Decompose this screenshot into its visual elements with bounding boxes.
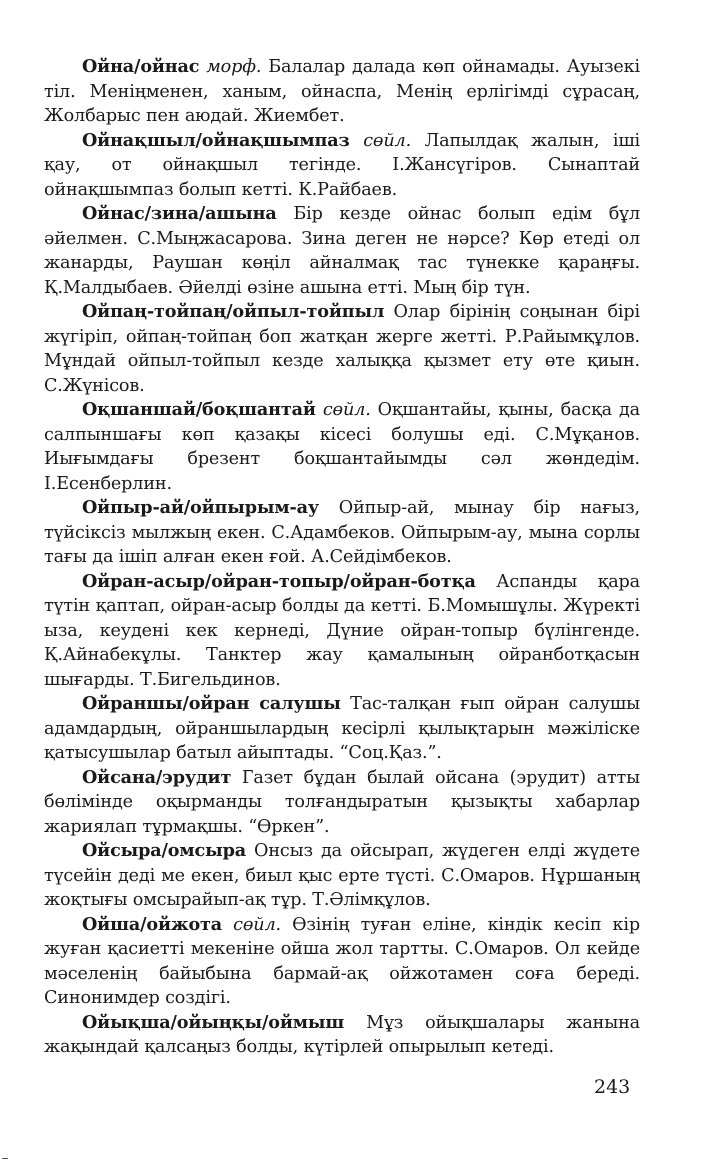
dictionary-entry [44, 839, 640, 913]
dictionary-entry [44, 129, 640, 203]
entry-headword: Ойнақшыл/ойнақшымпаз [82, 129, 350, 151]
entry-text: Мұз ойықшалары жанына жақындай қалсаңыз болды, күтірлей опырылып кетеді. [44, 1012, 640, 1057]
entry-headword: Ойран-асыр/ойран-топыр/ойран-ботқа [82, 570, 476, 592]
entry-text: Аспанды қара түтін қаптап, ойран-асыр болды да кетті. Б.Момышұлы. Жүректі ыза, кеудені кек кернеді, Дүние ойран-топыр бүлінгенде. Қ.Айнабекұлы. Танктер жау қамалының ойранботқасын шығарды. Т.Бигельдинов. [44, 571, 640, 690]
dictionary-entry [44, 913, 640, 1011]
dictionary-entry [44, 570, 640, 693]
dictionary-entry [44, 202, 640, 300]
entry-headword: Ойраншы/ойран салушы [82, 693, 341, 714]
dictionary-entry [44, 55, 640, 129]
entry-text: Тас-талқан ғып ойран салушы адамдардың, ойраншылардың кесірлі қылықтарын мәжіліске қатысушылар батыл айыптады. “Соц.Қаз.”. [44, 694, 640, 763]
entry-text: Онсыз да ойсырап, жүдеген елді жүдете түсейін деді ме екен, биыл қыс ерте түсті. С.Омаров. Нұршаның жоқтығы омсырайып-ақ тұр. Т.Әлімқұлов. [44, 841, 640, 910]
entry-headword: Ойша/ойжота [82, 913, 223, 935]
dictionary-entry [44, 1011, 640, 1060]
entry-headword: Ойпаң-тойпаң/ойпыл-тойпыл [82, 301, 385, 322]
entry-headword: Ойнас/зина/ашына [82, 203, 277, 224]
dictionary-entry [44, 300, 640, 398]
page-number: 243 [594, 1076, 631, 1098]
entry-text: Балалар далада көп ойнамады. Ауызекі тіл. Меніңменен, ханым, ойнаспа, Менің ерлігімді сұрасаң, Жолбарыс пен аюдай. Жиембет. [44, 57, 640, 126]
entry-text: Олар бірінің соңынан бірі жүгіріп, ойпаң-тойпаң боп жатқан жерге жетті. Р.Райымқұлов. Мұндай ойпыл-тойпыл кезде халыққа қызмет ету өте қиын. С.Жүнісов. [44, 302, 640, 396]
entry-text: Лапылдақ жалын, іші қау, от ойнақшыл тегінде. І.Жансүгіров. Сынаптай ойнақшымпаз болып кетті. К.Райбаев. [44, 130, 640, 200]
entry-text: Оқшантайы, қыны, басқа да салпыншағы көп қазақы кісесі болушы еді. С.Мұқанов. Иығымдағы брезент боқшантайымды сәл жөндедім. І.Есенберлин. [44, 400, 640, 494]
dictionary-entry [44, 496, 640, 570]
dictionary-entry [44, 766, 640, 840]
entry-usage-label: морф. [206, 57, 262, 77]
entry-text: Бір кезде ойнас болып едім бұл әйелмен. С.Мыңжасарова. Зина деген не нәрсе? Көр етеді ол жанарды, Раушан көңіл айналмақ тас түнекке қараңғы. Қ.Малдыбаев. Әйелді өзіне ашына етті. Мың бір түн. [44, 204, 640, 298]
entry-usage-label: сөйл. [363, 130, 412, 151]
entry-headword: Ойсыра/омсыра [82, 840, 246, 861]
entry-headword: Ойна/ойнас [82, 56, 200, 77]
entry-text: Ойпыр-ай, мынау бір нағыз, түйсіксіз мылжың екен. С.Адамбеков. Ойпырым-ау, мына сорлы тағы да ішіп алған екен ғой. А.Сейдімбеков. [44, 498, 640, 567]
scan-edge-mark [2, 1158, 8, 1159]
entry-text: Газет бұдан былай ойсана (эрудит) атты бөлімінде оқырманды толғандыратын қызықты хабарлар жариялап тұрмақшы. “Өркен”. [44, 767, 640, 837]
dictionary-page [44, 55, 640, 1060]
dictionary-entry [44, 398, 640, 496]
entry-usage-label: сөйл. [233, 914, 281, 935]
entry-headword: Ойпыр-ай/ойпырым-ау [82, 497, 320, 518]
entry-headword: Ойсана/эрудит [82, 766, 232, 788]
dictionary-entry [44, 692, 640, 766]
entry-headword: Оқшаншай/боқшантай [82, 399, 316, 420]
entry-text: Өзінің туған еліне, кіндік кесіп кір жуған қасиетті мекеніне ойша жол тартты. С.Омаров. Ол кейде мәселенің байыбына бармай-ақ ойжотамен соға береді. Синонимдер создігі. [44, 914, 640, 1008]
entry-headword: Ойықша/ойыңқы/оймыш [82, 1011, 345, 1033]
entry-usage-label: сөйл. [322, 400, 371, 420]
